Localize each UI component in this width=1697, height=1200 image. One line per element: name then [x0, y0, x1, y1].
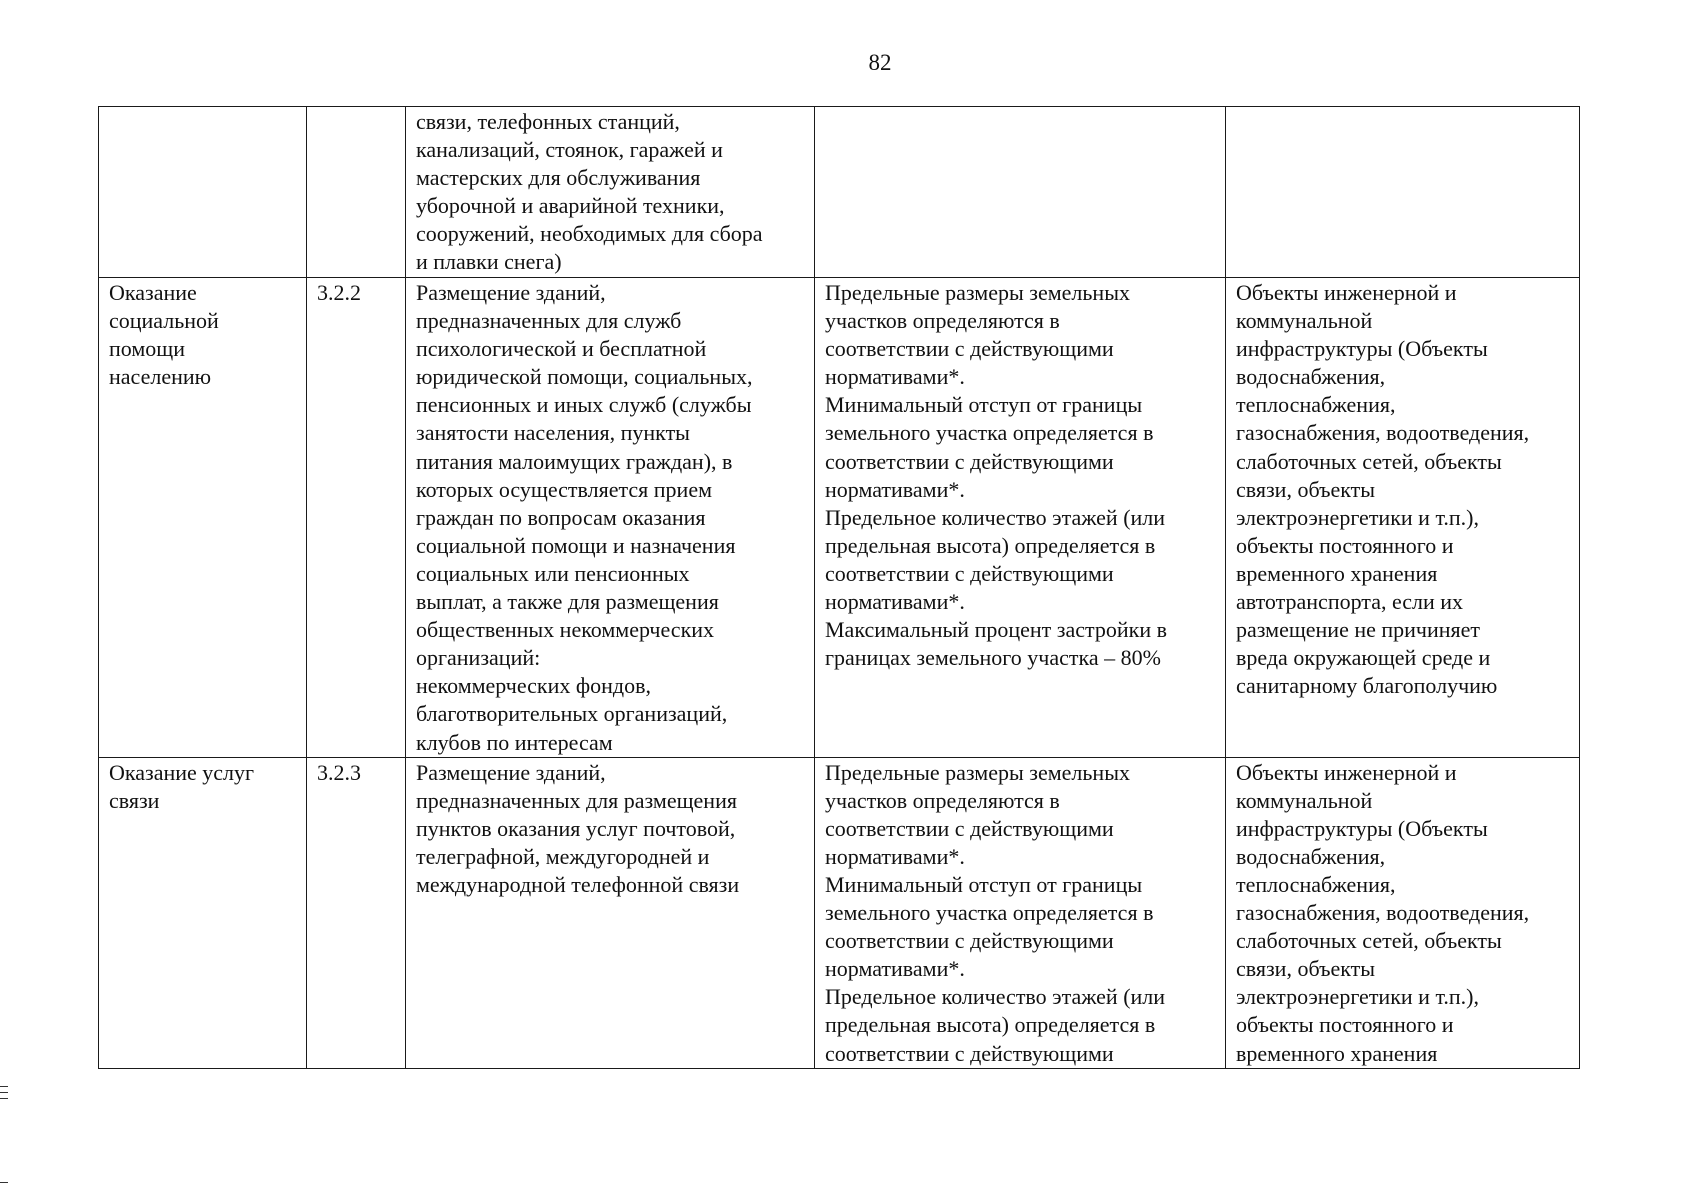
- use-description-cell: связи, телефонных станций, канализаций, стоянок, гаражей и мастерских для обслуживания уборочной и аварийной техники, сооружений, необходимых для сбора и плавки снега): [406, 107, 815, 278]
- auxiliary-uses-cell: Объекты инженерной и коммунальной инфраструктуры (Объекты водоснабжения, теплоснабжения, газоснабжения, водоотведения, слаботочных сетей, объекты связи, объекты электроэнергетики и т.п.), объекты постоянного и временного хранения: [1226, 757, 1580, 1068]
- auxiliary-uses-cell: Объекты инженерной и коммунальной инфраструктуры (Объекты водоснабжения, теплоснабжения, газоснабжения, водоотведения, слаботочных сетей, объекты связи, объекты электроэнергетики и т.п.), объекты постоянного и временного хранения автотранспорта, если их размещение не причиняет вреда окружающей среде и санитарному благополучию: [1226, 278, 1580, 758]
- use-code-cell: [307, 107, 406, 278]
- use-description-cell: Размещение зданий, предназначенных для размещения пунктов оказания услуг почтовой, телеграфной, междугородней и международной телефонной связи: [406, 757, 815, 1068]
- land-use-table: [98, 106, 1580, 1069]
- parameters-cell: [815, 107, 1226, 278]
- use-code-cell: 3.2.3: [307, 757, 406, 1068]
- use-description-cell: Размещение зданий, предназначенных для служб психологической и бесплатной юридической помощи, социальных, пенсионных и иных служб (службы занятости населения, пункты питания малоимущих граждан), в которых осуществляется прием граждан по вопросам оказания социальной помощи и назначения социальных или пенсионных выплат, а также для размещения общественных некоммерческих организаций: некоммерческих фондов, благотворительных организаций, клубов по интересам: [406, 278, 815, 758]
- page-number: 82: [868, 50, 892, 75]
- margin-mark: [0, 1098, 8, 1099]
- use-name-cell: [99, 107, 307, 278]
- table-row: [99, 757, 1580, 1068]
- use-name-cell: Оказание социальной помощи населению: [99, 278, 307, 758]
- table-row: [99, 107, 1580, 278]
- parameters-cell: Предельные размеры земельных участков определяются в соответствии с действующими нормативами*. Минимальный отступ от границы земельного участка определяется в соответствии с действующими нормативами*. Предельное количество этажей (или предельная высота) определяется в соответствии с действующими нормативами*. Максимальный процент застройки в границах земельного участка – 80%: [815, 278, 1226, 758]
- margin-mark: [0, 1092, 8, 1093]
- parameters-cell: Предельные размеры земельных участков определяются в соответствии с действующими нормативами*. Минимальный отступ от границы земельного участка определяется в соответствии с действующими нормативами*. Предельное количество этажей (или предельная высота) определяется в соответствии с действующими: [815, 757, 1226, 1068]
- use-name-cell: Оказание услуг связи: [99, 757, 307, 1068]
- auxiliary-uses-cell: [1226, 107, 1580, 278]
- margin-mark: [0, 1182, 8, 1183]
- margin-mark: [0, 1086, 8, 1087]
- table-row: [99, 278, 1580, 758]
- use-code-cell: 3.2.2: [307, 278, 406, 758]
